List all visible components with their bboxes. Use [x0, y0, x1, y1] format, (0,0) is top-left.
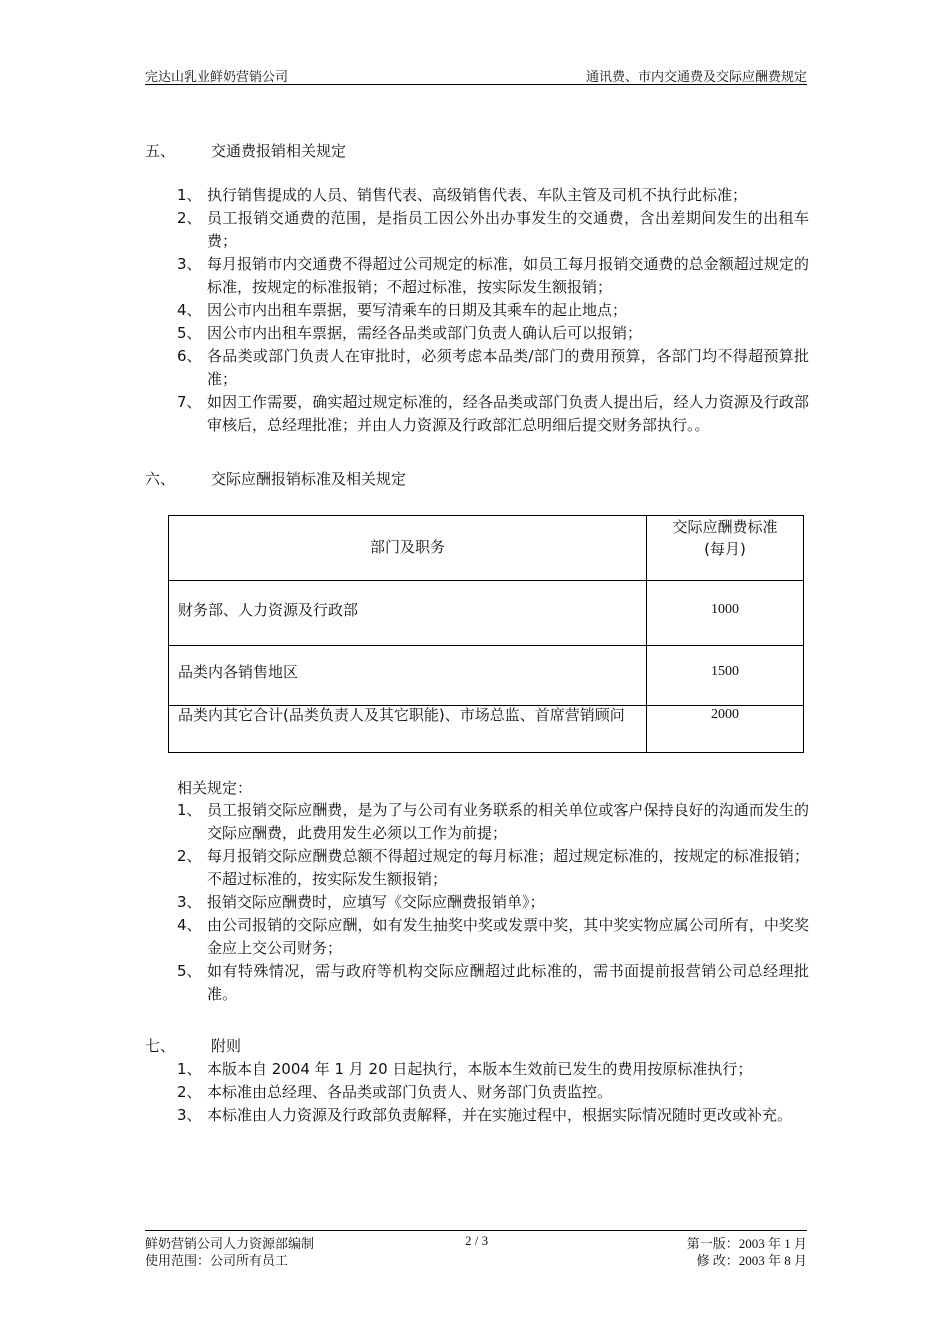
row-dept: 财务部、人力资源及行政部 [178, 601, 359, 619]
table-row [169, 580, 803, 645]
page-number: 2 / 3 [465, 1233, 489, 1248]
table-header-row [169, 516, 803, 580]
list-item [177, 960, 809, 1006]
section-number: 七、 [145, 1037, 176, 1055]
footer-scope: 使用范围：公司所有员工 [145, 1253, 289, 1268]
column-header-standard-unit: (每月) [704, 540, 746, 558]
item-number: 1、 [177, 801, 202, 819]
item-number: 7、 [177, 393, 202, 411]
list-item [177, 322, 809, 345]
list-item [177, 914, 809, 960]
item-text: 因公市内出租车票据，要写清乘车的日期及其乘车的起止地点； [207, 301, 628, 319]
item-text: 本标准由总经理、各品类或部门负责人、财务部门负责监控。 [207, 1083, 613, 1101]
item-number: 2、 [177, 1083, 202, 1101]
row-amount: 1000 [711, 602, 739, 617]
list-item [177, 1058, 809, 1081]
list-item [177, 207, 809, 253]
row-amount: 1500 [711, 664, 739, 679]
item-text: 每月报销交际应酬费总额不得超过规定的每月标准；超过规定标准的，按规定的标准报销；不超过标准的，按实际发生额报销； [207, 847, 809, 888]
item-number: 2、 [177, 209, 202, 227]
item-number: 3、 [177, 893, 202, 911]
footer-compiler: 鲜奶营销公司人力资源部编制 [145, 1236, 315, 1251]
list-item [177, 1104, 809, 1127]
section-6-list [177, 799, 809, 1006]
item-number: 3、 [177, 255, 202, 273]
column-header-standard: 交际应酬费标准 [672, 518, 778, 536]
column-header-dept: 部门及职务 [369, 538, 445, 556]
item-text: 本版本自 2004 年 1 月 20 日起执行，本版本生效前已发生的费用按原标准执行； [207, 1060, 753, 1078]
item-number: 1、 [177, 186, 202, 204]
allowance-table [168, 515, 804, 753]
item-text: 由公司报销的交际应酬，如有发生抽奖中奖或发票中奖，其中奖实物应属公司所有，中奖奖金应上交公司财务； [207, 916, 809, 957]
section-number: 六、 [145, 470, 176, 488]
item-number: 1、 [177, 1060, 202, 1078]
item-number: 6、 [177, 347, 202, 365]
item-text: 如因工作需要，确实超过规定标准的，经各品类或部门负责人提出后，经人力资源及行政部审核后，总经理批准；并由人力资源及行政部汇总明细后提交财务部执行。。 [207, 393, 809, 434]
list-item [177, 253, 809, 299]
item-text: 本标准由人力资源及行政部负责解释，并在实施过程中，根据实际情况随时更改或补充。 [207, 1106, 793, 1124]
item-text: 执行销售提成的人员、销售代表、高级销售代表、车队主管及司机不执行此标准； [207, 186, 748, 204]
list-item [177, 799, 809, 845]
item-number: 2、 [177, 847, 202, 865]
item-text: 每月报销市内交通费不得超过公司规定的标准，如员工每月报销交通费的总金额超过规定的标准，按规定的标准报销；不超过标准，按实际发生额报销； [207, 255, 809, 296]
section-5-heading [145, 140, 346, 161]
row-amount: 2000 [711, 707, 739, 722]
section-5-list [177, 184, 809, 437]
item-text: 各品类或部门负责人在审批时，必须考虑本品类/部门的费用预算，各部门均不得超预算批准； [207, 347, 809, 388]
item-text: 员工报销交际应酬费，是为了与公司有业务联系的相关单位或客户保持良好的沟通而发生的交际应酬费，此费用发生必须以工作为前提； [207, 801, 809, 842]
section-6-heading [145, 468, 406, 489]
section-7-heading [145, 1035, 241, 1056]
list-item [177, 299, 809, 322]
list-item [177, 184, 809, 207]
item-text: 如有特殊情况，需与政府等机构交际应酬超过此标准的，需书面提前报营销公司总经理批准。 [207, 962, 809, 1003]
list-item [177, 345, 809, 391]
item-number: 3、 [177, 1106, 202, 1124]
list-item [177, 1081, 809, 1104]
section-number: 五、 [145, 142, 176, 160]
table-row [169, 705, 803, 752]
page-footer [145, 1230, 807, 1271]
item-number: 5、 [177, 962, 202, 980]
page-header [145, 64, 807, 85]
section-7-list [177, 1058, 809, 1127]
list-item [177, 845, 809, 891]
table-row [169, 645, 803, 706]
item-number: 4、 [177, 301, 202, 319]
item-text: 因公市内出租车票据，需经各品类或部门负责人确认后可以报销； [207, 324, 643, 342]
list-item [177, 891, 809, 914]
item-text: 员工报销交通费的范围，是指员工因公外出办事发生的交通费，含出差期间发生的出租车费； [207, 209, 809, 250]
item-text: 报销交际应酬费时，应填写《交际应酬费报销单》； [207, 893, 545, 911]
header-company: 完达山乳业鲜奶营销公司 [145, 69, 289, 84]
row-dept: 品类内各销售地区 [178, 663, 299, 681]
related-rules-title: 相关规定： [177, 779, 253, 797]
section-title: 附则 [211, 1037, 242, 1055]
footer-version: 第一版：2003 年 1 月 [686, 1236, 807, 1251]
section-title: 交际应酬报销标准及相关规定 [211, 470, 407, 488]
row-dept: 品类内其它合计(品类负责人及其它职能)、市场总监、首席营销顾问 [178, 706, 625, 724]
header-doc-title: 通讯费、市内交通费及交际应酬费规定 [585, 69, 807, 84]
item-number: 4、 [177, 916, 202, 934]
section-title: 交通费报销相关规定 [211, 142, 347, 160]
footer-revision: 修 改：2003 年 8 月 [696, 1253, 807, 1268]
list-item [177, 391, 809, 437]
item-number: 5、 [177, 324, 202, 342]
